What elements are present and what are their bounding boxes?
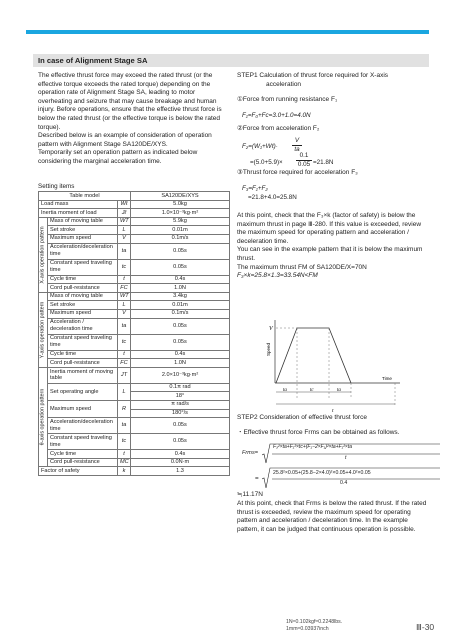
table-row: Constant speed traveling time tc 0.05s	[39, 434, 230, 450]
table-row: Inertia moment of load Jℓ 1.0×10⁻³kg·m²	[39, 209, 230, 218]
step1-item-3: ③Thrust force required for acceleration F₃	[237, 169, 358, 176]
table-row: Set stroke L 0.01m	[39, 301, 230, 310]
table-row: Cord pull-resistance MC 0.0N·m	[39, 458, 230, 467]
frms-denominator: 0.4	[340, 480, 348, 486]
intro-paragraph: Temporarily set an operation pattern as indicated below considering the marginal acceleration time.	[38, 149, 198, 165]
table-row: Acceleration / deceleration time ta 0.05s	[39, 318, 230, 334]
time-label: Time	[382, 376, 392, 381]
table-row: Load mass Wℓ 5.0kg	[39, 200, 230, 209]
step1-item-2: ②Force from acceleration F₂	[237, 125, 320, 132]
table-row: Cycle time t 0.4s	[39, 450, 230, 459]
fraction-numerator: 0.1	[299, 152, 309, 159]
ta-label: ta	[283, 388, 287, 393]
frms-numerator: 25.8²×0.05+(25.8−2×4.0)²×0.05+4.0²×0.05	[273, 470, 371, 476]
table-row: Set stroke L 0.01m	[39, 226, 230, 235]
fraction-denominator: 0.05	[297, 161, 311, 168]
table-row: Table model SA120DE/XYS	[39, 192, 230, 201]
formula-f2: F₂=(W₁+Wℓ)·	[242, 143, 278, 150]
fraction-numerator: V	[294, 137, 300, 144]
table-row: Maximum speed V 0.1m/s	[39, 309, 230, 318]
formula-f2-result: =21.8N	[313, 159, 334, 166]
step1-item-1: ①Force from running resistance F₁	[237, 96, 338, 103]
step2-item: ・Effective thrust force Frms can be obtained as follows.	[237, 429, 400, 436]
tc-label: tc	[310, 388, 314, 393]
table-row: Factor of safety k 1.3	[39, 467, 230, 476]
page-number: Ⅲ-30	[416, 622, 435, 632]
table-row: Acceleration/deceleration time ta 0.05s	[39, 418, 230, 434]
step2-title: STEP2 Consideration of effective thrust force	[237, 414, 367, 421]
group-label: Y-axis operation pattern	[39, 292, 48, 367]
intro-paragraph: Described below is an example of consideration of operation pattern with Alignment Stage SA120DE/XYS.	[38, 132, 212, 148]
formula-f2-value: =(5.0+5.9)×	[250, 159, 283, 166]
frms-denominator: t	[345, 455, 347, 461]
intro-paragraph: The effective thrust force may exceed the rated thrust (or the effective torque exceeds the rated torque) depending on the operation rate of Alignment Stage SA, leading to motor overheating and seizure that may cause breakage and human injury. Before operations, ensure that the effective thrust force is below the rated thrust (or the effective torque is below the rated torque).	[38, 72, 222, 131]
formula-f3-value: =21.8+4.0=25.8N	[248, 194, 297, 201]
table-row: Cord pull-resistance FC 1.0N	[39, 359, 230, 368]
table-row: Acceleration/deceleration time ta 0.05s	[39, 243, 230, 259]
ta-label: ta	[337, 388, 341, 393]
formula-f1: F₁=F₀+Fc=3.0+1.0=4.0N	[242, 112, 311, 119]
formula-f3: F₃=F₁+F₂	[242, 185, 268, 192]
table-row: Constant speed traveling time tc 0.05s	[39, 259, 230, 275]
section-header: In case of Alignment Stage SA	[33, 54, 429, 67]
table-row: Set operating angle L 0.1π rad	[39, 383, 230, 392]
table-row: X-axis operation pattern Mass of moving table WT 5.9kg	[39, 217, 230, 226]
speed-profile	[276, 328, 351, 383]
frms-result: ≒11.17N	[237, 491, 263, 498]
frms-formula: Frms=	[242, 450, 259, 456]
unit-footnote: 1N≈0.102kgf≈0.2248lbs. 1mm≈0.03937inch	[286, 619, 343, 632]
table-row: Y-axis operation pattern Mass of moving table WT 3.4kg	[39, 292, 230, 301]
table-row: θ-axis operation pattern Inertia moment of moving table JT 2.0×10⁻³kg·m²	[39, 367, 230, 383]
group-label: θ-axis operation pattern	[39, 367, 48, 467]
table-row: 18°	[39, 392, 230, 401]
step1-title: STEP1 Calculation of thrust force required for X-axis acceleration	[237, 72, 389, 88]
speed-label: Speed	[266, 342, 271, 356]
t-label: t	[332, 408, 334, 414]
table-row: 180°/s	[39, 409, 230, 418]
table-row: Cord pull-resistance FC 1.0N	[39, 284, 230, 293]
frms-equals: =	[255, 475, 259, 482]
fraction-denominator: ta	[294, 146, 300, 153]
v-label: V	[269, 326, 273, 332]
step1-text: At this point, check that the F₃×k (factor of safety) is below the maximum thrust in page Ⅲ-280. If this value is exceeded, review the maximum speed for operating pattern and acceleration / deceleration time. You can see in the example pattern that it is below the maximum thrust. The maximum thrust FM of SA120DE/X=70N F₃×k=25.8×1.3=33.54N<FM	[237, 212, 423, 280]
table-row: Cycle time t 0.4s	[39, 350, 230, 359]
table-row: Cycle time t 0.4s	[39, 275, 230, 284]
setting-items-label: Setting items	[38, 183, 75, 190]
frms-numerator: F₃²×ta+F₁²×tc+(F₁−2×F₁)²×ta+F₁²×ta	[273, 444, 353, 450]
table-row: Constant speed traveling time tc 0.05s	[39, 334, 230, 350]
group-label: X-axis operation pattern	[39, 217, 48, 292]
table-row: Maximum speed R π rad/s	[39, 400, 230, 409]
step2-text: At this point, check that Frms is below the rated thrust. If the rated thrust is exceeded, review the maximum speed for operating pattern and acceleration / deceleration time. In the example pattern, it can be judged that continuous operation is possible.	[237, 500, 427, 533]
table-row: Maximum speed V 0.1m/s	[39, 234, 230, 243]
